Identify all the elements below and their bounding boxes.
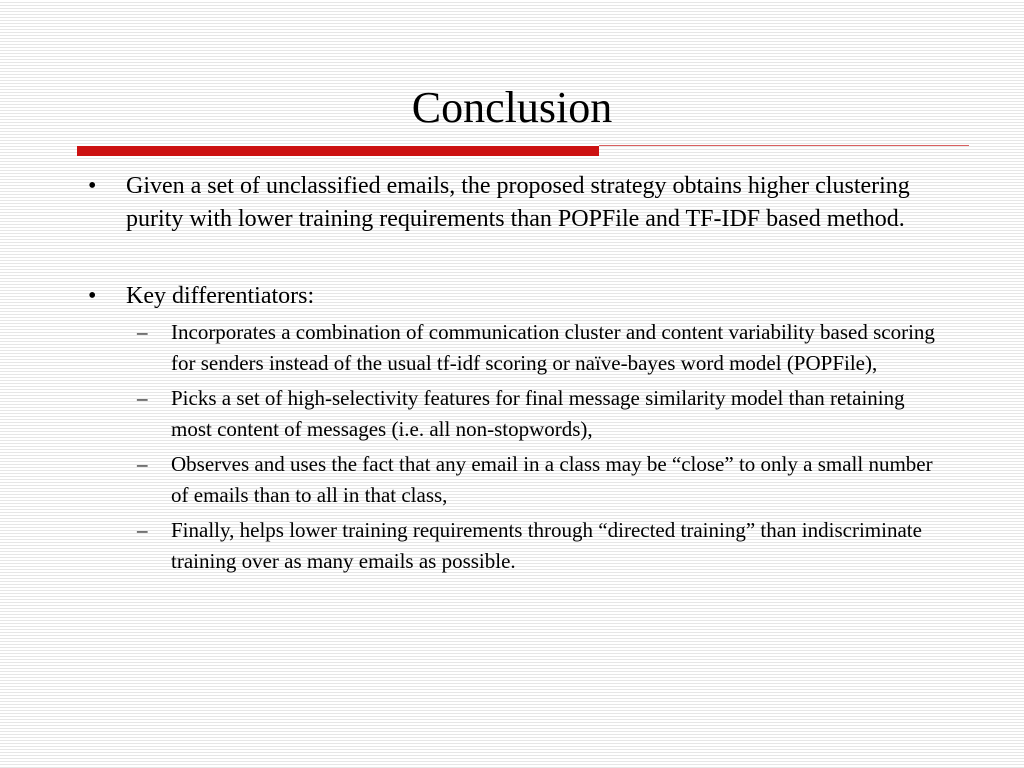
bullet-item bbox=[0, 170, 1024, 236]
sub-bullet-text: Picks a set of high-selectivity features for final message similarity model than retaining most content of messages (i.e. all non-stopwords), bbox=[171, 386, 905, 441]
title-rule-thin bbox=[599, 145, 969, 146]
title-rule-thick bbox=[77, 146, 599, 156]
dash-marker: – bbox=[137, 386, 148, 410]
bullet-text: Given a set of unclassified emails, the proposed strategy obtains higher clustering purity with lower training requirements than POPFile and TF-IDF based method. bbox=[126, 173, 910, 232]
slide-content bbox=[0, 170, 1024, 581]
sub-bullet-text: Finally, helps lower training requirements through “directed training” than indiscriminate training over as many emails as possible. bbox=[171, 518, 922, 573]
bullet-marker: • bbox=[88, 283, 97, 309]
bullet-marker: • bbox=[88, 173, 97, 199]
sub-bullet-text: Observes and uses the fact that any email in a class may be “close” to only a small number of emails than to all in that class, bbox=[171, 452, 933, 507]
sub-bullet-text: Incorporates a combination of communication cluster and content variability based scoring for senders instead of the usual tf-idf scoring or naïve-bayes word model (POPFile), bbox=[171, 320, 935, 375]
bullet-item bbox=[0, 280, 1024, 313]
dash-marker: – bbox=[137, 452, 148, 476]
sub-bullet-item bbox=[0, 515, 1024, 577]
sub-bullet-item bbox=[0, 449, 1024, 511]
bullet-spacer bbox=[0, 236, 1024, 280]
sub-bullet-list bbox=[0, 317, 1024, 577]
bullet-text: Key differentiators: bbox=[126, 283, 315, 309]
dash-marker: – bbox=[137, 320, 148, 344]
dash-marker: – bbox=[137, 518, 148, 542]
sub-bullet-item bbox=[0, 317, 1024, 379]
slide-title: Conclusion bbox=[411, 83, 613, 132]
sub-bullet-item bbox=[0, 383, 1024, 445]
